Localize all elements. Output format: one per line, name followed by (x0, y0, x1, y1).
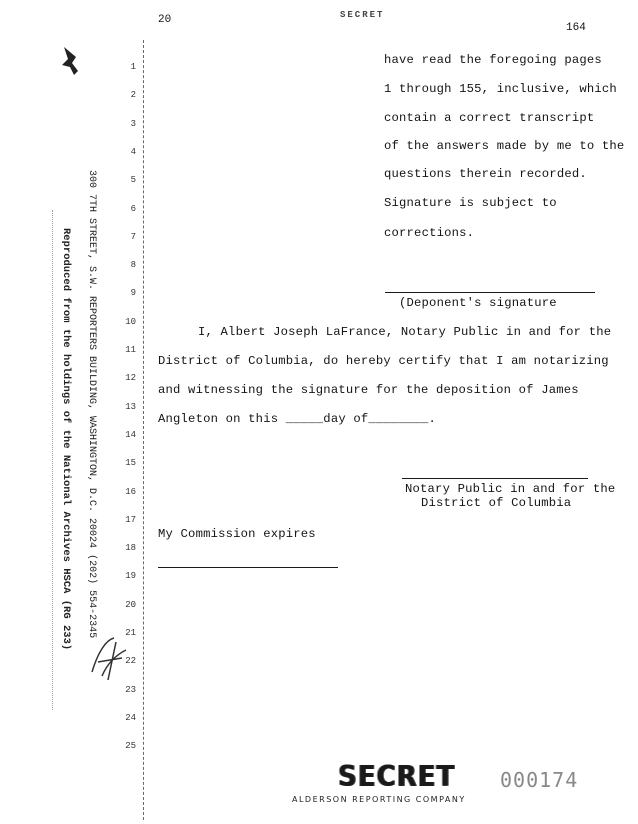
line-number: 15 (125, 458, 136, 469)
line-number: 21 (125, 628, 136, 638)
line-number: 3 (130, 118, 136, 129)
left-dotted-rule (52, 210, 53, 710)
line-number: 12 (125, 373, 136, 384)
affidavit-line: questions therein recorded. (384, 167, 587, 181)
notary-signature-line (402, 478, 588, 479)
line-number: 11 (125, 345, 136, 355)
line-number: 24 (125, 712, 136, 723)
line-number: 14 (125, 429, 136, 440)
line-number: 8 (130, 260, 136, 271)
commission-expires-line (158, 567, 338, 568)
line-number: 2 (130, 90, 136, 101)
notary-title-line1: Notary Public in and for the (405, 482, 616, 496)
document-number: 000174 (500, 768, 579, 792)
notary-paragraph-line: Angleton on this _____day of________. (158, 412, 437, 426)
affidavit-line: Signature is subject to (384, 196, 557, 210)
left-margin-rule (143, 40, 144, 820)
line-number: 10 (125, 316, 136, 327)
notary-paragraph-line: I, Albert Joseph LaFrance, Notary Public in and for the (198, 325, 612, 339)
notary-title-line2: District of Columbia (421, 496, 572, 510)
line-number: 7 (130, 231, 136, 242)
page-number: 164 (566, 22, 586, 34)
line-number: 20 (125, 599, 136, 610)
line-number: 18 (125, 543, 136, 554)
line-number: 1 (130, 62, 136, 72)
line-number: 13 (125, 401, 136, 412)
deponent-signature-line (385, 292, 595, 293)
line-number: 19 (125, 571, 136, 582)
ink-blot-mark (56, 45, 86, 81)
deponent-signature-label: (Deponent's signature (399, 296, 557, 310)
affidavit-line: have read the foregoing pages (384, 53, 602, 67)
notary-paragraph-line: and witnessing the signature for the deposition of James (158, 383, 579, 397)
affidavit-line: 1 through 155, inclusive, which (384, 82, 617, 96)
affidavit-line: of the answers made by me to the (384, 139, 625, 153)
reporting-company-footer: ALDERSON REPORTING COMPANY (292, 795, 466, 804)
affidavit-line: corrections. (384, 226, 475, 240)
notary-paragraph-line: District of Columbia, do hereby certify that I am notarizing (158, 354, 609, 368)
reporter-address-vertical: 300 7TH STREET, S.W. REPORTERS BUILDING, WASHINGTON, D.C. 20024 (202) 554-2345 (86, 170, 97, 639)
commission-expires-label: My Commission expires (158, 527, 316, 541)
line-number: 5 (130, 175, 136, 186)
header-left-number: 20 (158, 14, 172, 26)
archive-note-vertical: Reproduced from the holdings of the National Archives HSCA (RG 233) (60, 228, 72, 651)
line-number: 9 (130, 288, 136, 299)
header-classification-mark: SECRET (340, 10, 385, 20)
line-number: 16 (125, 486, 136, 497)
line-number: 6 (130, 203, 136, 214)
line-number: 23 (125, 684, 136, 695)
secret-stamp: SECRET (338, 760, 456, 794)
affidavit-line: contain a correct transcript (384, 111, 595, 125)
line-number: 17 (125, 514, 136, 525)
line-number: 25 (125, 741, 136, 752)
line-number: 4 (130, 146, 136, 157)
line-number: 22 (125, 656, 136, 667)
